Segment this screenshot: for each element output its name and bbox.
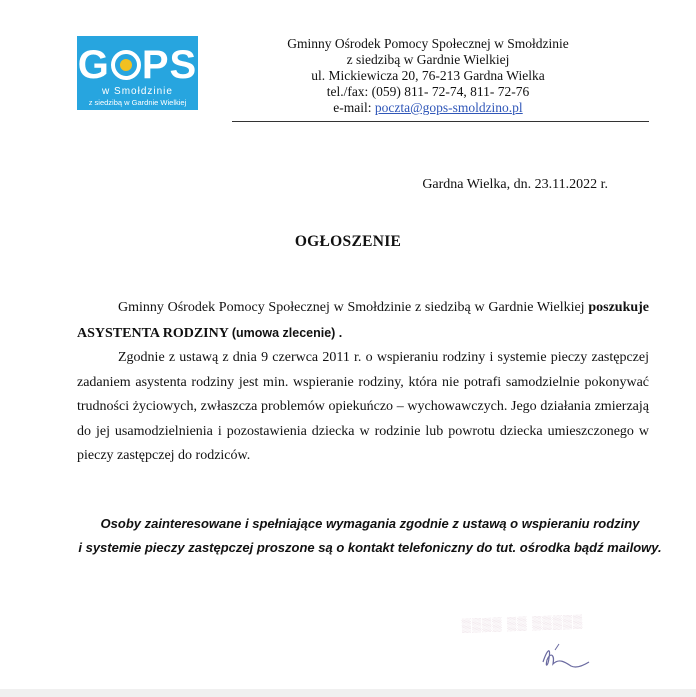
letterhead-phone: tel./fax: (059) 811- 72-74, 811- 72-76 [326,84,530,99]
signature-icon [535,640,595,674]
letterhead-email-line [248,100,608,116]
email-link[interactable]: poczta@gops-smoldzino.pl [374,100,523,115]
document-title: OGŁOSZENIE [294,233,402,250]
logo-subtitle-1: w Smołdzinie [102,86,173,97]
document-body [77,296,649,469]
logo-subtitle-2: z siedzibą w Gardnie Wielkiej [88,98,187,107]
letterhead-seat: z siedzibą w Gardnie Wielkiej [346,52,510,67]
logo-wordmark: G PS [77,43,198,87]
header-divider [232,121,649,122]
faded-stamp: ▒▒▒▒ ▒▒ ▒▒▒▒▒ [461,613,584,633]
letterhead-address: ul. Mickiewicza 20, 76-213 Gardna Wielka [311,68,545,83]
letterhead-org-name: Gminny Ośrodek Pomocy Społecznej w Smołdzinie [287,36,569,51]
paragraph-intro [77,296,649,346]
contact-note-line-2: i systemie pieczy zastępczej proszone są o kontakt telefoniczny do tut. ośrodka bądź mailowy. [78,540,662,555]
page-bottom-edge [0,689,696,697]
contact-note-line-1: Osoby zainteresowane i spełniające wymagania zgodnie z ustawą o wspieraniu rodziny [100,516,640,531]
paragraph-intro-position: ASYSTENTA RODZINY [77,325,232,341]
paragraph-description: Zgodnie z ustawą z dnia 9 czerwca 2011 r. o wspieraniu rodziny i systemie pieczy zastępczej zadaniem asystenta rodziny jest min. wspieranie rodziny, która nie potrafi samodzielnie pokonywać trudności życiowych, zwłaszcza problemów opiekuńczo – wychowawczych. Jego działania zmierzają do jej usamodzielnienia i pozostawienia dziecka w rodzinie lub powrotu dziecka umieszczonego w pieczy zastępczej do rodziców. [77,350,649,463]
document-date: Gardna Wielka, dn. 23.11.2022 r. [422,177,608,192]
gops-logo [77,36,198,110]
contact-note [60,512,680,560]
paragraph-intro-seeks: poszukuje [588,300,650,315]
letterhead [248,36,608,116]
paragraph-intro-text: Gminny Ośrodek Pomocy Społecznej w Smołdzinie z siedzibą w Gardnie Wielkiej [118,300,585,315]
email-label: e-mail: [333,100,375,115]
paragraph-intro-contract: (umowa zlecenie) . [231,325,343,340]
logo-people-icon [111,50,141,80]
